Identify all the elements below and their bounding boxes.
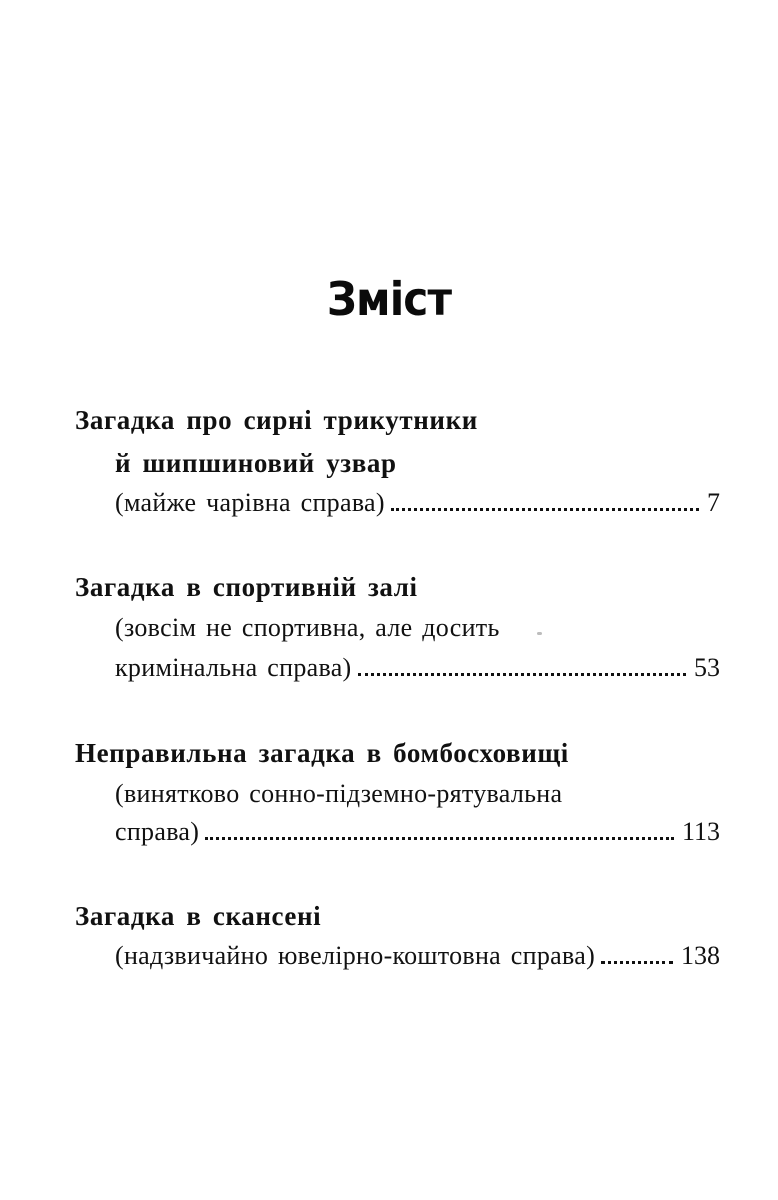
entry-2-page-number: 53 — [694, 653, 720, 682]
entry-3-page-row[interactable] — [115, 816, 720, 848]
entry-2-heading: Загадка в спортивній залі — [75, 572, 418, 602]
entry-4-subtitle: (надзвичайно ювелірно-коштовна справа) — [115, 941, 596, 970]
entry-4-heading: Загадка в скансені — [75, 901, 322, 931]
entry-1-heading-line-2: й шипшиновий узвар — [115, 448, 397, 478]
entry-1-page-row[interactable] — [115, 487, 720, 519]
entry-1-page-number: 7 — [707, 488, 720, 517]
entry-2-subtitle-line-1: (зовсім не спортивна, але досить — [115, 613, 500, 642]
entry-2-dot-leader — [358, 673, 686, 676]
entry-2-subtitle-line-2: кримінальна справа) — [115, 653, 352, 682]
page-title: Зміст — [326, 272, 452, 326]
entry-3-subtitle-line-2: справа) — [115, 817, 200, 846]
entry-2-page-row[interactable] — [115, 652, 720, 684]
entry-4-dot-leader — [601, 961, 673, 964]
entry-4-page-row[interactable] — [115, 940, 720, 972]
entry-1-heading-line-1: Загадка про сирні трикутники — [75, 405, 478, 435]
entry-3-subtitle-line-1: (винятково сонно-підземно-рятувальна — [115, 779, 563, 808]
entry-3-page-number: 113 — [681, 817, 720, 846]
entry-3-heading: Неправильна загадка в бомбосховищі — [75, 738, 569, 768]
entry-1-subtitle: (майже чарівна справа) — [115, 488, 385, 517]
entry-4-page-number: 138 — [681, 941, 720, 970]
paper-speck — [537, 632, 542, 635]
entry-3-dot-leader — [205, 837, 674, 840]
entry-1-dot-leader — [391, 508, 699, 511]
